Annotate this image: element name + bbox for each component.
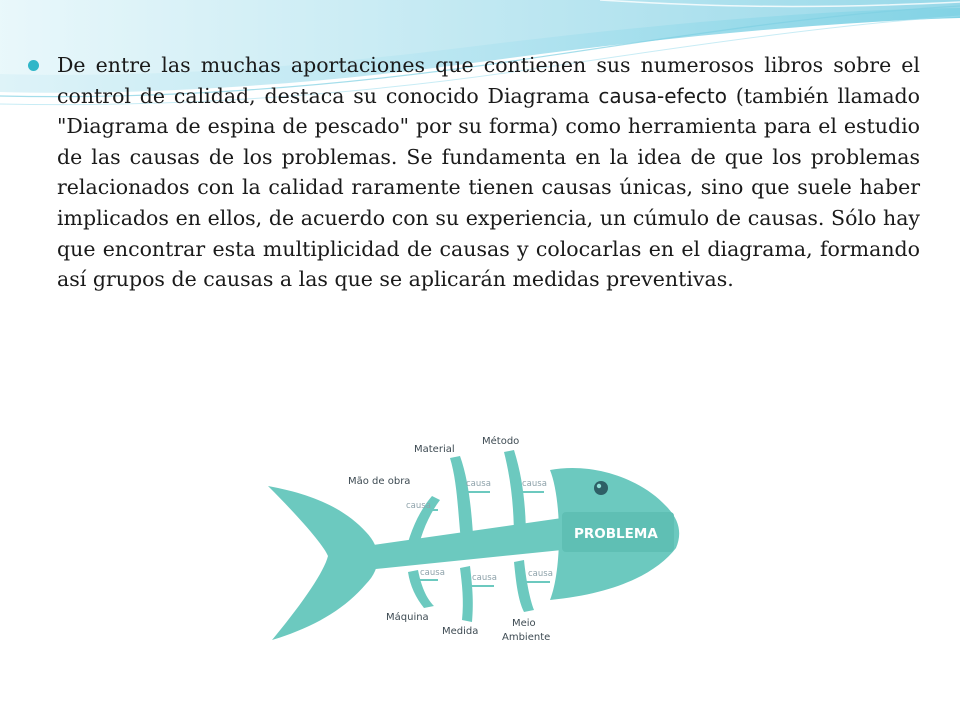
- category-maquina: Máquina: [386, 612, 429, 623]
- paragraph-text: [57, 50, 920, 295]
- bullet-paragraph: [28, 50, 920, 295]
- category-medida: Medida: [442, 626, 479, 637]
- category-mao-de-obra: Mão de obra: [348, 476, 411, 487]
- fish-tail: [268, 486, 378, 640]
- text-before: De entre las muchas aportaciones que contienen sus numerosos libros sobre el control de calidad, destaca su conocido Diagrama: [57, 53, 920, 108]
- rib-bottom-2: [460, 566, 473, 622]
- cause-label: causa: [420, 568, 445, 578]
- category-material: Material: [414, 444, 455, 455]
- text-after: (también llamado "Diagrama de espina de pescado" por su forma) como herramienta para el estudio de las causas de los problemas. Se fundamenta en la idea de que los problemas relacionados con la calidad raramente tienen causas únicas, sino que suele haber implicados en ellos, de acuerdo con su experiencia, un cúmulo de causas. Sólo hay que encontrar esta multiplicidad de causas y colocarlas en el diagrama, formando así grupos de causas a las que se aplicarán medidas preventivas.: [57, 83, 921, 292]
- category-meio: Meio: [512, 618, 536, 629]
- bullet-dot-icon: [28, 60, 39, 71]
- fishbone-svg: [262, 400, 682, 716]
- category-metodo: Método: [482, 436, 520, 447]
- cause-label: causa: [406, 501, 431, 511]
- cause-label: causa: [522, 479, 547, 489]
- cause-label: causa: [528, 569, 553, 579]
- category-ambiente: Ambiente: [502, 632, 551, 643]
- cause-label: causa: [466, 479, 491, 489]
- rib-bottom-3: [514, 560, 534, 612]
- text-emphasis: causa-efecto: [598, 83, 727, 108]
- cause-label: causa: [472, 573, 497, 583]
- problema-label: PROBLEMA: [574, 526, 658, 542]
- fish-eye-icon: [594, 481, 608, 495]
- fishbone-diagram: [262, 400, 682, 716]
